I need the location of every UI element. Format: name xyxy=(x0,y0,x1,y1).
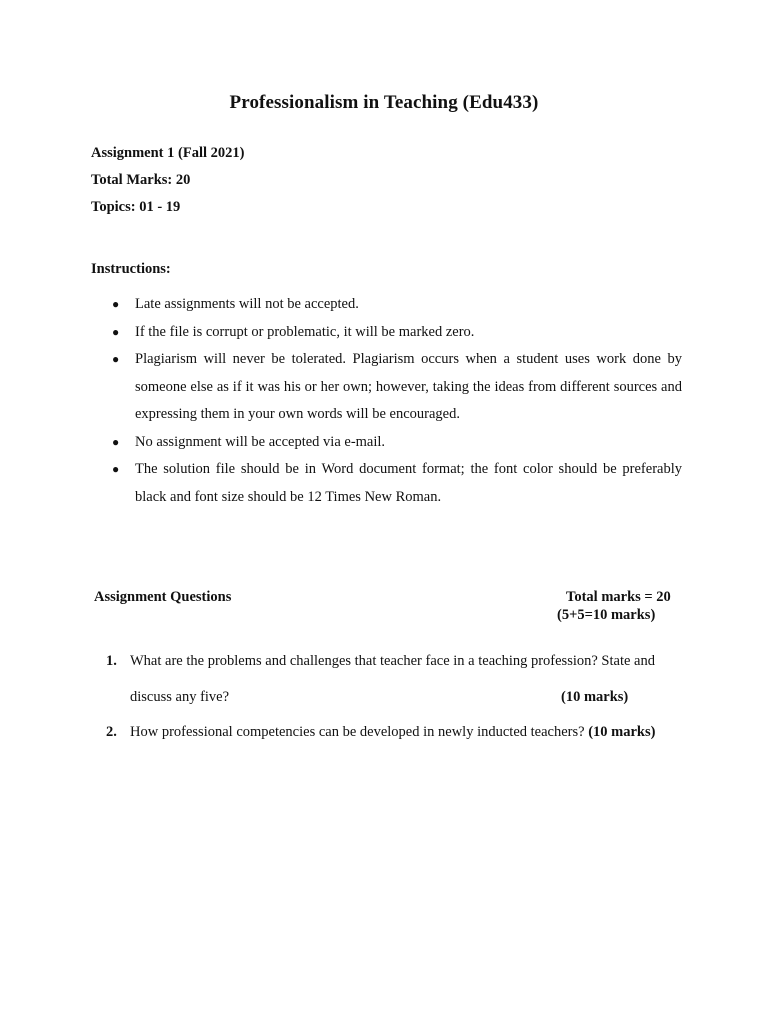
instructions-heading: Instructions: xyxy=(91,261,171,277)
instruction-item xyxy=(112,319,682,347)
topics-label: Topics: 01 - 19 xyxy=(91,199,181,215)
instruction-text: If the file is corrupt or problematic, it will be marked zero. xyxy=(135,323,475,340)
document-title: Professionalism in Teaching (Edu433) xyxy=(229,92,539,113)
bullet-icon: ● xyxy=(112,352,120,366)
instruction-text: Late assignments will not be accepted. xyxy=(135,296,359,312)
bullet-icon: ● xyxy=(112,434,120,449)
question-text: How professional competencies can be developed in newly inducted teachers? xyxy=(130,724,585,740)
total-marks-label: Total Marks: 20 xyxy=(91,172,191,188)
question-text-continued: discuss any five? xyxy=(130,689,230,705)
bullet-icon: ● xyxy=(112,297,120,311)
instruction-item xyxy=(112,346,682,429)
instruction-item xyxy=(112,456,682,511)
question-number: 1. xyxy=(106,653,117,669)
question-line xyxy=(130,724,655,741)
bullet-icon: ● xyxy=(112,462,120,476)
question-marks: (10 marks) xyxy=(588,724,656,740)
bullet-icon: ● xyxy=(112,324,120,339)
question-text: What are the problems and challenges that teacher face in a teaching profession? State and xyxy=(130,653,655,669)
assignment-label: Assignment 1 (Fall 2021) xyxy=(91,145,245,161)
questions-total-marks: Total marks = 20 xyxy=(566,589,671,605)
instruction-text: The solution file should be in Word document format; the font color should be preferably black and font size should be 12 Times New Roman. xyxy=(135,461,682,505)
question-number: 2. xyxy=(106,724,117,740)
instructions-list xyxy=(112,291,682,511)
question-marks: (10 marks) xyxy=(561,689,629,705)
instruction-text: Plagiarism will never be tolerated. Plagiarism occurs when a student uses work done by someone else as if it was his or her own; however, taking the ideas from different sources and expressing them in your own words will be encouraged. xyxy=(135,351,682,422)
instruction-item xyxy=(112,429,682,457)
questions-marks-breakdown: (5+5=10 marks) xyxy=(557,607,656,623)
questions-heading: Assignment Questions xyxy=(94,589,232,605)
instruction-text: No assignment will be accepted via e-mail. xyxy=(135,433,386,450)
instruction-item xyxy=(112,291,682,319)
